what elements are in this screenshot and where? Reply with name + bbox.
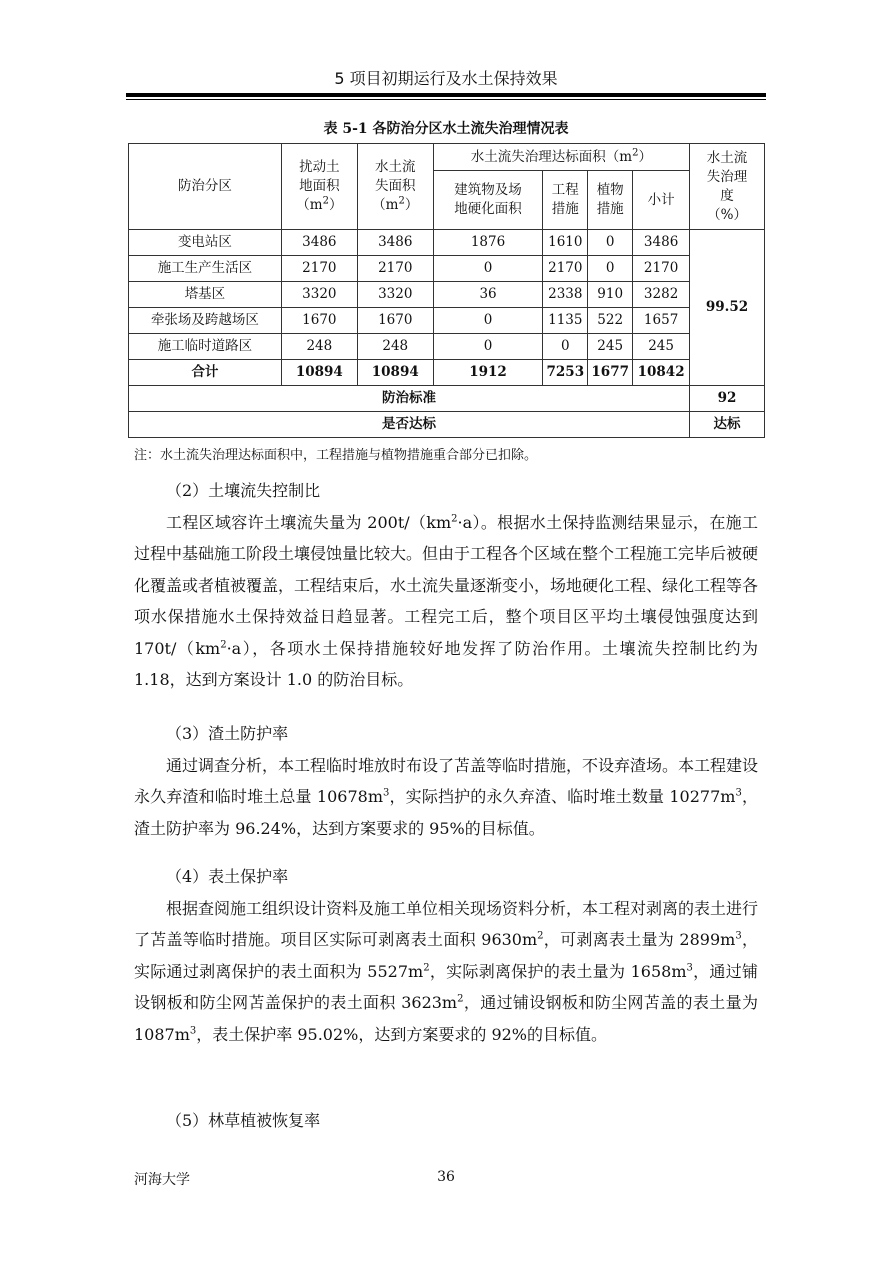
paragraph: 通过调查分析，本工程临时堆放时布设了苫盖等临时措施，不设弃渣场。本工程建设永久弃渣和临时堆土总量 $10678m^3$，实际挡护的永久弃渣、临时堆土数量 $10277m^3$，渣土防护率为 96.24%，达到方案要求的 95%的目标值。 xyxy=(134,755,759,838)
paragraph: 根据查阅施工组织设计资料及施工单位相关现场资料分析，本工程对剥离的表土进行了苫盖等临时措施。项目区实际可剥离表土面积 $9630m^2$，可剥离表土量为 $2899m^3$，实际通过剥离保护的表土面积为 $5527m^2$，实际剥离保护的表土量为 $1658m^3$，通过铺设钢板和防尘网苫盖保护的表土面积 $3623m^2$，通过铺设钢板和防尘网苫盖的表土量为 $1087m^3$，表土保护率 95.02%，达到方案要求的 92%的目标值。 xyxy=(134,898,759,1044)
header-zone: 防治分区 xyxy=(129,144,282,230)
section-spoil-protection xyxy=(134,718,758,844)
cell-total-engineering: 7253 xyxy=(543,360,588,386)
cell-treatment-degree: 99.52 xyxy=(690,230,765,386)
cell-standard-label: 防治标准 xyxy=(129,386,690,412)
footer-institution: 河海大学 xyxy=(134,1172,190,1188)
table-standard-row xyxy=(129,386,765,412)
cell-building: 0 xyxy=(433,308,543,334)
table-row xyxy=(129,282,765,308)
cell-loss: 3320 xyxy=(357,282,433,308)
table-note: 注：水土流失治理达标面积中，工程措施与植物措施重合部分已扣除。 xyxy=(134,448,538,463)
table-met-row xyxy=(129,412,765,438)
cell-engineering: 2170 xyxy=(543,256,588,282)
header-loss-area: 水土流 失面积 $(m^2)$ xyxy=(357,144,433,230)
cell-engineering: 1135 xyxy=(543,308,588,334)
cell-loss: 2170 xyxy=(357,256,433,282)
cell-building: 0 xyxy=(433,256,543,282)
table-row xyxy=(129,308,765,334)
header-treatment-degree: 水土流 失治理 度 （%） xyxy=(690,144,765,230)
section-soil-loss-ratio xyxy=(134,475,758,696)
cell-disturbed: 2170 xyxy=(281,256,357,282)
header-subtotal: 小计 xyxy=(633,171,690,230)
cell-vegetation: 910 xyxy=(588,282,633,308)
cell-vegetation: 245 xyxy=(588,334,633,360)
cell-vegetation: 522 xyxy=(588,308,633,334)
cell-subtotal: 245 xyxy=(633,334,690,360)
cell-met-label: 是否达标 xyxy=(129,412,690,438)
cell-engineering: 2338 xyxy=(543,282,588,308)
cell-loss: 3486 xyxy=(357,230,433,256)
cell-building: 36 xyxy=(433,282,543,308)
header-disturbed-area: 扰动土 地面积 $(m^2)$ xyxy=(281,144,357,230)
header-vegetation: 植物 措施 xyxy=(588,171,633,230)
cell-zone: 塔基区 xyxy=(129,282,282,308)
paragraph: 工程区域容许土壤流失量为 $200t/(km^2\cdot a)$。根据水土保持监测结果显示，在施工过程中基础施工阶段土壤侵蚀量比较大。但由于工程各个区域在整个工程施工完毕后被硬化覆盖或者植被覆盖，工程结束后，水土流失量逐渐变小，场地硬化工程、绿化工程等各项水保措施水土保持效益日趋显著。工程完工后，整个项目区平均土壤侵蚀强度达到 $170t/(km^2\cdot a)$，各项水土保持措施较好地发挥了防治作用。土壤流失控制比约为 1.18，达到方案设计 1.0 的防治目标。 xyxy=(134,512,759,689)
cell-total-building: 1912 xyxy=(433,360,543,386)
cell-zone: 施工生产生活区 xyxy=(129,256,282,282)
header-engineering: 工程 措施 xyxy=(543,171,588,230)
cell-disturbed: 3486 xyxy=(281,230,357,256)
header-treated-group: 水土流失治理达标面积$(m^2)$ xyxy=(433,144,689,171)
cell-vegetation: 0 xyxy=(588,230,633,256)
cell-subtotal: 3282 xyxy=(633,282,690,308)
cell-building: 0 xyxy=(433,334,543,360)
cell-zone: 变电站区 xyxy=(129,230,282,256)
section-vegetation-recovery xyxy=(134,1105,758,1137)
page-number: 36 xyxy=(437,1169,455,1185)
section-heading: （3）渣土防护率 xyxy=(166,724,289,743)
cell-disturbed: 3320 xyxy=(281,282,357,308)
header-building-area: 建筑物及场 地硬化面积 xyxy=(433,171,543,230)
running-header: 5 项目初期运行及水土保持效果 xyxy=(334,69,558,88)
header-rule-thin xyxy=(126,99,766,100)
cell-disturbed: 1670 xyxy=(281,308,357,334)
cell-zone: 牵张场及跨越场区 xyxy=(129,308,282,334)
section-heading: （5）林草植被恢复率 xyxy=(166,1111,321,1130)
cell-met-value: 达标 xyxy=(690,412,765,438)
table-row xyxy=(129,230,765,256)
cell-subtotal: 1657 xyxy=(633,308,690,334)
section-topsoil-protection xyxy=(134,861,758,1050)
header-rule-thick xyxy=(126,93,766,97)
cell-total-disturbed: 10894 xyxy=(281,360,357,386)
cell-total-label: 合计 xyxy=(129,360,282,386)
cell-vegetation: 0 xyxy=(588,256,633,282)
table-title: 表 5-1 各防治分区水土流失治理情况表 xyxy=(323,121,569,137)
cell-subtotal: 2170 xyxy=(633,256,690,282)
table-row xyxy=(129,334,765,360)
cell-total-loss: 10894 xyxy=(357,360,433,386)
cell-engineering: 0 xyxy=(543,334,588,360)
cell-loss: 248 xyxy=(357,334,433,360)
table-total-row xyxy=(129,360,765,386)
cell-disturbed: 248 xyxy=(281,334,357,360)
cell-loss: 1670 xyxy=(357,308,433,334)
cell-engineering: 1610 xyxy=(543,230,588,256)
cell-subtotal: 3486 xyxy=(633,230,690,256)
cell-building: 1876 xyxy=(433,230,543,256)
section-heading: （4）表土保护率 xyxy=(166,867,289,886)
cell-zone: 施工临时道路区 xyxy=(129,334,282,360)
table-row xyxy=(129,256,765,282)
cell-total-vegetation: 1677 xyxy=(588,360,633,386)
section-heading: （2）土壤流失控制比 xyxy=(166,481,321,500)
treatment-table xyxy=(128,143,765,438)
cell-total-subtotal: 10842 xyxy=(633,360,690,386)
cell-standard-value: 92 xyxy=(690,386,765,412)
